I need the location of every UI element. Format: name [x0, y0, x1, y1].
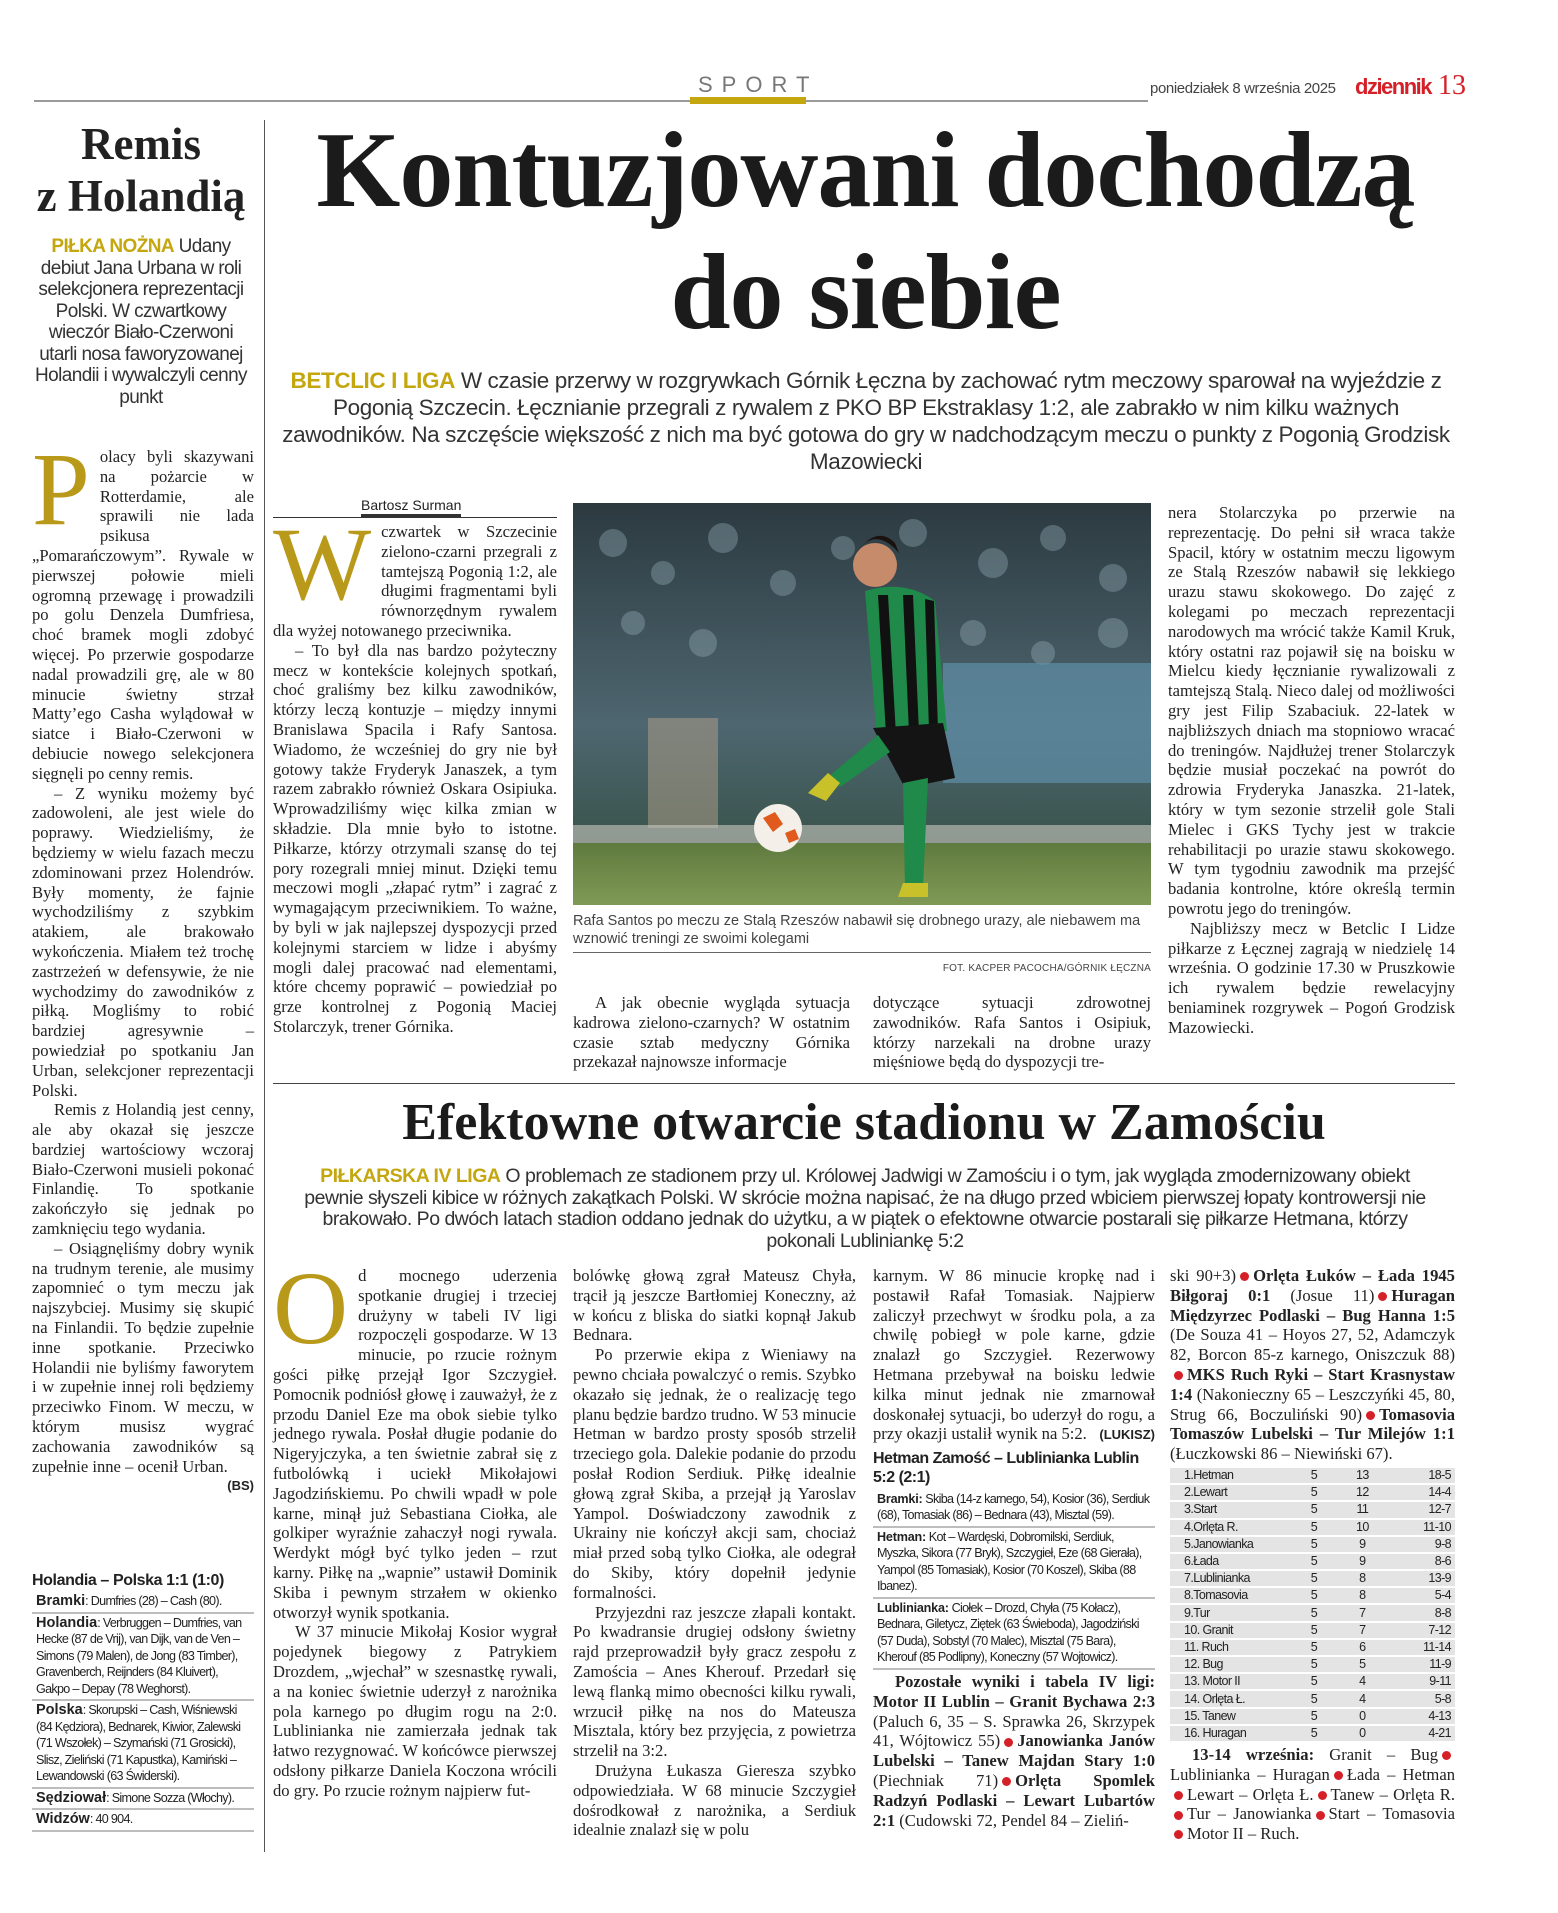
- result-scorers: (Cudowski 72, Pendel 84 – Zieliń-: [895, 1810, 1129, 1830]
- points: 7: [1338, 1605, 1386, 1620]
- fixture: Motor II – Ruch.: [1187, 1824, 1300, 1844]
- team-name: 7.Lublinianka: [1170, 1571, 1290, 1586]
- paragraph: nera Stolarczyka po przerwie na reprezentację. Do pełni sił wraca także Spacil, który w ostatnim meczu ligowym ze Stalą Rzeszów nabawił się lekkiego urazu stawu skokowego. Do zajęć z kolegami po meczach reprezentacji narodowych ma wrócić także Kamil Kruk, który ostatni raz pojawił się na boisku w Mielcu kiedy łęcznianie rywalizowali z tamtejszą Stalą. Nieco dalej od możliwości gry jest Filip Szabaciuk. 22-latek w najbliższych dniach ma stopniowo wracać do treningów. Najdłużej trener Stolarczyk będzie musiał poczekać na powrót do zdrowia Fryderyka Janaszka. 21-latek, który w tym sezonie strzelił gole Stali Mielec i GKS Tychy jest w trakcie rehabilitacji po urazie stawu skokowego. W tym tygodniu zawodnik ma przejść badania kontrolne, które określą termin powrotu jego do treningów.: [1168, 503, 1455, 918]
- result-teams: Huragan Międzyrzec Podlaski – Bug Hanna 1:5: [1170, 1285, 1455, 1325]
- bullet-dot-icon: [1318, 1791, 1327, 1800]
- entry-label: Widzów: [36, 1811, 90, 1827]
- result-scorers: (Łuczkowski 86 – Niewiński 67).: [1170, 1444, 1393, 1464]
- games-played: 5: [1290, 1502, 1338, 1517]
- page-number: 13: [1438, 70, 1466, 101]
- points: 9: [1338, 1537, 1386, 1552]
- match-title: Hetman Zamość – Lublinianka Lublin 5:2 (2:1): [873, 1449, 1139, 1486]
- paragraph: – Osiągnęliśmy dobry wynik na trudnym terenie, ale musimy zapomnieć o tym meczu jak najszybciej. Musimy się skupić na Finlandii. To będzie zupełnie inne spotkanie. Przeciwko Holandii nie byliśmy faworytem i w zupełnie innej roli będziemy przeciwko Finom. W meczu, w którym musisz wygrać zachowania zawodników są zupełnie inne – ocenił Urban.: [32, 1238, 254, 1476]
- header-rule: [34, 100, 1148, 102]
- entry-label: Lublinianka:: [877, 1600, 949, 1615]
- team-name: 5.Janowianka: [1170, 1537, 1290, 1552]
- main-headline-line2: do siebie: [670, 233, 1061, 352]
- team-name: 11. Ruch: [1170, 1640, 1290, 1655]
- sidebar-headline: [28, 118, 254, 222]
- match-score-box: [873, 1449, 1155, 1670]
- games-played: 5: [1290, 1605, 1338, 1620]
- fixture: Tur – Janowianka: [1187, 1804, 1312, 1824]
- goals: 13-9: [1387, 1571, 1455, 1586]
- other-results: [873, 1672, 1155, 1830]
- table-row: [1170, 1709, 1455, 1724]
- entry-label: Polska: [36, 1702, 83, 1718]
- goals: 11-10: [1387, 1520, 1455, 1535]
- bullet-dot-icon: [1174, 1371, 1183, 1380]
- games-played: 5: [1290, 1537, 1338, 1552]
- points: 5: [1338, 1657, 1386, 1672]
- table-row: [1170, 1726, 1455, 1741]
- paragraph: Drużyna Łukasza Gieresza szybko odpowiedziała. W 68 minucie Szczygieł dośrodkował z narożnika, a Serdiuk idealnie znalazł się w polu: [573, 1760, 856, 1840]
- table-row: [1170, 1605, 1455, 1620]
- bullet-dot-icon: [1004, 1738, 1013, 1747]
- fixture: Granit – Bug: [1329, 1744, 1438, 1764]
- entry-label: Sędziował: [36, 1789, 107, 1806]
- goals: 5-8: [1387, 1691, 1455, 1706]
- paragraph: czwartek w Szczecinie zielono-czarni przegrali z tamtejszą Pogonią 1:2, ale długimi fragmentami byli równorzędnym rywalem dla wyżej notowanego przeciwnika.: [273, 522, 557, 640]
- paragraph: karnym. W 86 minucie kropkę nad i postawił Rafał Tomasiak. Najpierw zaliczył przechwyt w środku pola, a za chwilę pobiegł w pole karne, gdzie znalazł go Szczygieł. Rezerwowy Hetmana przebywał na boisku ledwie kilka minut jednak nie zmarnował doskonałej sytuacji, bo uderzył do rogu, a przy okazji ustalił wynik na 5:2.: [873, 1266, 1155, 1444]
- article-column-1: [273, 507, 557, 1037]
- bullet-dot-icon: [1334, 1771, 1343, 1780]
- main-headline: [273, 110, 1458, 354]
- goals: 7-12: [1387, 1623, 1455, 1638]
- fixtures: [1170, 1745, 1455, 1844]
- entry-label: Hetman:: [877, 1529, 926, 1544]
- table-row: [1170, 1674, 1455, 1689]
- games-played: 5: [1290, 1691, 1338, 1706]
- table-row: [1170, 1502, 1455, 1517]
- article-column-2b: [873, 993, 1151, 1072]
- article2-column-2: [573, 1266, 856, 1840]
- team-name: 16. Huragan: [1170, 1726, 1290, 1741]
- result-teams: Orlęta Łuków – Łada 1945 Biłgoraj 0:1: [1170, 1266, 1455, 1305]
- team-name: 4.Orlęta R.: [1170, 1520, 1290, 1535]
- score-entry: [873, 1528, 1155, 1599]
- article-deck: [280, 367, 1452, 475]
- points: 12: [1338, 1485, 1386, 1500]
- article2-column-1: [273, 1251, 557, 1801]
- games-played: 5: [1290, 1485, 1338, 1500]
- fixture: Lublinianka – Huragan: [1170, 1764, 1330, 1784]
- paragraph: Najbliższy mecz w Betclic I Lidze piłkarze z Łęcznej zagrają w niedzielę 14 września. O godzinie 17.30 w Pruszkowie ich rywalem będzie rewelacyjny beniaminek rozgrywek – Pogoń Grodzisk Mazowiecki.: [1168, 918, 1455, 1037]
- team-name: 1.Hetman: [1170, 1468, 1290, 1483]
- bullet-dot-icon: [1174, 1830, 1183, 1839]
- games-played: 5: [1290, 1623, 1338, 1638]
- team-name: 8.Tomasovia: [1170, 1588, 1290, 1603]
- second-headline: Efektowne otwarcie stadionu w Zamościu: [402, 1094, 1326, 1151]
- team-name: 2.Lewart: [1170, 1485, 1290, 1500]
- section-accent-bar: [690, 97, 806, 104]
- entry-text: Skiba (14-z karnego, 54), Kosior (36), Serdiuk (68), Tomasiak (86) – Bednara (43), Misztal (59).: [877, 1491, 1150, 1523]
- goals: 5-4: [1387, 1588, 1455, 1603]
- points: 13: [1338, 1468, 1386, 1483]
- paragraph: W 37 minucie Mikołaj Kosior wygrał pojedynek biegowy z Patrykiem Drozdem, „wjechał” w szesnastkę rywali, a na koniec świetnie uderzył z narożnika pola karnego po długim rogu na 2:0. Lublinianka nie zamierzała jednak tak łatwo rezygnować. W końcówce pierwszej odsłony piłkarze Daniela Koczona wrócili do gry. Po rzucie rożnym najpierw fut-: [273, 1622, 557, 1800]
- points: 11: [1338, 1502, 1386, 1517]
- games-played: 5: [1290, 1571, 1338, 1586]
- entry-text: Kot – Wardęski, Dobromilski, Serdiuk, Myszka, Sikora (77 Bryk), Szczygieł, Eze (68 Gierała), Yampol (85 Tomasiak), Kosior (70 Koszel), Skiba (88 Ibanez).: [877, 1529, 1142, 1594]
- games-played: 5: [1290, 1674, 1338, 1689]
- team-name: 14. Orlęta Ł.: [1170, 1691, 1290, 1706]
- bullet-dot-icon: [1316, 1811, 1325, 1820]
- games-played: 5: [1290, 1520, 1338, 1535]
- column-divider: [264, 120, 265, 1852]
- table-row: [1170, 1640, 1455, 1655]
- match-info-entry: [32, 1810, 254, 1832]
- result-scorers: (Nakonieczny 65 – Leszczyńki 45, 80, Strug 66, Boczuliński 90): [1170, 1384, 1455, 1424]
- table-row: [1170, 1485, 1455, 1500]
- goals: 18-5: [1387, 1468, 1455, 1483]
- article-deck-text: W czasie przerwy w rozgrywkach Górnik Łęczna by zachować rytm meczowy sparował na wyjeździe z Pogonią Szczecin. Łęcznianie przegrali z rywalem z PKO BP Ekstraklasy 1:2, ale zabrakło w nim kilku ważnych zawodników. Na szczęście większość z nich ma być gotowa do gry w nadchodzącym meczu o punkty z Pogonią Grodzisk Mazowiecki: [282, 368, 1450, 474]
- points: 4: [1338, 1691, 1386, 1706]
- photo-credit: FOT. KACPER PACOCHA/GÓRNIK ŁĘCZNA: [942, 963, 1151, 974]
- match-info-entry: [32, 1614, 254, 1702]
- second-kicker: PIŁKARSKA IV LIGA: [320, 1165, 501, 1187]
- match-title: Holandia – Polska 1:1 (1:0): [32, 1572, 224, 1589]
- result-scorers: (De Souza 41 – Hoyos 27, 52, Adamczyk 82, Borcon 85-z karnego, Oniszczuk 88): [1170, 1325, 1455, 1365]
- paragraph: – Z wyniku możemy być zadowoleni, ale jest wiele do poprawy. Wiedzieliśmy, że będziemy w wielu fazach meczu zdominowani przez Holendrów. Były momenty, że fajnie wychodziliśmy z szybkim atakiem, ale brakowało wykończenia. Miałem też trochę zastrzeżeń w defensywie, że nie wychodzimy do zawodników z piłką. Mogliśmy to robić bardziej agresywnie – powiedział po spotkaniu Jan Urban, selekcjoner reprezentacji Polski.: [32, 783, 254, 1100]
- result-teams: Motor II Lublin – Granit Bychawa 2:3: [873, 1691, 1155, 1711]
- article-divider: [273, 1083, 1455, 1084]
- points: 9: [1338, 1554, 1386, 1569]
- photo-caption: Rafa Santos po meczu ze Stalą Rzeszów nabawił się drobnego urazy, ale niebawem ma wznowić treningi ze swoimi kolegami: [573, 912, 1151, 953]
- section-label: SPORT: [698, 72, 819, 97]
- football-player-photo: [573, 503, 1151, 905]
- table-row: [1170, 1468, 1455, 1483]
- entry-label: Bramki: [36, 1593, 86, 1609]
- table-row: [1170, 1623, 1455, 1638]
- entry-text: : Simone Sozza (Włochy).: [106, 1790, 235, 1805]
- games-played: 5: [1290, 1588, 1338, 1603]
- fixture: Lewart – Orlęta Ł.: [1187, 1784, 1314, 1804]
- table-row: [1170, 1520, 1455, 1535]
- score-entry: [873, 1599, 1155, 1670]
- table-row: [1170, 1691, 1455, 1706]
- result-teams: MKS Ruch Ryki – Start Krasnystaw 1:4: [1170, 1364, 1455, 1404]
- points: 6: [1338, 1640, 1386, 1655]
- team-name: 3.Start: [1170, 1502, 1290, 1517]
- games-played: 5: [1290, 1554, 1338, 1569]
- table-row: [1170, 1554, 1455, 1569]
- fixture: Tanew – Orlęta R.: [1330, 1784, 1455, 1804]
- results-label: Pozostałe wyniki i tabela IV ligi:: [895, 1671, 1155, 1691]
- second-deck: [290, 1166, 1440, 1252]
- bullet-dot-icon: [1002, 1777, 1011, 1786]
- sidebar-body: [32, 432, 254, 1496]
- sidebar-kicker: PIŁKA NOŻNA: [51, 236, 174, 257]
- goals: 11-9: [1387, 1657, 1455, 1672]
- fixture: Łada – Hetman: [1346, 1764, 1455, 1784]
- bullet-dot-icon: [1378, 1292, 1387, 1301]
- entry-text: : Dumfries (28) – Cash (80).: [85, 1594, 222, 1608]
- bullet-dot-icon: [1240, 1272, 1249, 1281]
- bullet-dot-icon: [1174, 1811, 1183, 1820]
- article-column-3: [1168, 503, 1455, 1038]
- article-kicker: BETCLIC I LIGA: [290, 368, 455, 393]
- entry-text: : Verbruggen – Dumfries, van Hecke (87 de Vrij), van Dijk, van de Ven – Simons (79 Malen), de Jong (83 Timber), Gravenberch, Reijnders (84 Kluivert), Gakpo – Depay (78 Weghorst).: [36, 1615, 242, 1696]
- dropcap: P: [32, 432, 90, 547]
- table-row: [1170, 1657, 1455, 1672]
- team-name: 9.Tur: [1170, 1605, 1290, 1620]
- points: 10: [1338, 1520, 1386, 1535]
- games-played: 5: [1290, 1726, 1338, 1741]
- fixture: Start – Tomasovia: [1328, 1804, 1455, 1824]
- goals: 8-6: [1387, 1554, 1455, 1569]
- paragraph: A jak obecnie wygląda sytuacja kadrowa zielono-czarnych? W ostatnim czasie sztab medyczny Górnika przekazał najnowsze informacje: [573, 993, 850, 1072]
- bullet-dot-icon: [1442, 1751, 1451, 1760]
- article-photo: [573, 503, 1151, 905]
- dropcap: W: [273, 507, 372, 622]
- games-played: 5: [1290, 1709, 1338, 1724]
- table-row: [1170, 1571, 1455, 1586]
- result-teams: Janowianka Janów Lubelski – Tanew Majdan Stary 1:0: [873, 1731, 1155, 1771]
- team-name: 6.Łada: [1170, 1554, 1290, 1569]
- entry-text: : Skorupski – Cash, Wiśniewski (84 Kędziora), Bednarek, Kiwior, Zalewski (71 Wszołek) – Szymański (71 Grosicki), Slisz, Zieliński (71 Kapustka), Kamiński – Lewandowski (63 Świderski).: [36, 1703, 241, 1783]
- points: 0: [1338, 1709, 1386, 1724]
- entry-text: Ciołek – Drozd, Chyła (75 Kołacz), Bednara, Giletycz, Ziętek (63 Świeboda), Jagodziński (57 Duda), Sobstyl (70 Malec), Misztal (75 Bara), Kherouf (85 Podlipny), Koneczny (57 Wojtowicz).: [877, 1600, 1139, 1665]
- fixtures-label: 13-14 września:: [1192, 1744, 1315, 1764]
- team-name: 12. Bug: [1170, 1657, 1290, 1672]
- paragraph: bolówkę głową zgrał Mateusz Chyła, trącił ją jeszcze Bartłomiej Koneczny, aż w końcu z bliska do siatki kopnął Jakub Bednara.: [573, 1266, 856, 1345]
- paragraph: – To był dla nas bardzo pożyteczny mecz w kontekście kolejnych spotkań, choć graliśmy bez kilku zawodników, którzy leczą kontuzje – między innymi Branislawa Spacila i Rafy Santosa. Wiadomo, że wcześniej do gry nie był gotowy także Fryderyk Janaszek, a tym razem zabrakło również Oskara Osipiuka. Wprowadziliśmy więc kilka zmian w składzie. Dla mnie było to istotne. Piłkarze, którzy otrzymali szansę do tej pory rozegrali mniej minut. Dzięki temu meczowi mogli „złapać rytm” i zagrać z wymagającym przeciwnikiem. To ważne, by byli w jak najlepszej dyspozycji przed kolejnymi starciem w lidze i abyśmy mogli dalej pracować nad elementami, które chcemy poprawić – powiedział po grze kontrolnej z Pogonią Maciej Stolarczyk, trener Górnika.: [273, 640, 557, 1036]
- paragraph: dotyczące sytuacji zdrowotnej zawodników. Rafa Santos i Osipiuk, którzy narzekali na drobne urazy mięśniowe będą do dyspozycji tre-: [873, 993, 1151, 1072]
- result-teams: Orlęta Spomlek Radzyń Podlaski – Lewart Lubartów 2:1: [873, 1770, 1156, 1830]
- sidebar-headline-line1: Remis: [81, 119, 201, 169]
- goals: 4-13: [1387, 1709, 1455, 1724]
- points: 8: [1338, 1571, 1386, 1586]
- sidebar-deck-text: Udany debiut Jana Urbana w roli selekcjonera reprezentacji Polski. W czwartkowy wieczór Biało-Czerwoni utarli nosa faworyzowanej Holandii i wywalczyli cenny punkt: [35, 236, 247, 408]
- result-scorers: (Piechniak 71): [873, 1770, 999, 1790]
- points: 8: [1338, 1588, 1386, 1603]
- match-info-entry: [32, 1592, 254, 1614]
- match-info-entry: [32, 1701, 254, 1789]
- league-table: [1170, 1466, 1455, 1743]
- other-results-continued: [1170, 1266, 1455, 1464]
- team-name: 10. Granit: [1170, 1623, 1290, 1638]
- goals: 9-8: [1387, 1537, 1455, 1552]
- score-entry: [873, 1490, 1155, 1528]
- paragraph: Remis z Holandią jest cenny, ale aby okazał się jeszcze bardziej wartościowy wczoraj Biało-Czerwoni musieli pokonać Finlandię. To spotkanie zakończyło się jednak po zamknięciu tego wydania.: [32, 1100, 254, 1239]
- author-name: Bartosz Surman: [361, 497, 461, 517]
- entry-text: : 40 904.: [89, 1812, 133, 1826]
- sidebar-deck: [32, 236, 250, 408]
- goals: 4-21: [1387, 1726, 1455, 1741]
- bullet-dot-icon: [1174, 1791, 1183, 1800]
- article2-column-4: [1170, 1266, 1455, 1844]
- result-scorers: (Josue 11): [1270, 1285, 1375, 1305]
- result-scorers: (Paluch 6, 35 – S. Sprawka 26, Skrzypek 41, Wójtowicz 55): [873, 1711, 1155, 1751]
- dropcap: O: [273, 1251, 349, 1366]
- goals: 12-7: [1387, 1502, 1455, 1517]
- paragraph: Przyjezdni raz jeszcze złapali kontakt. Po kwadransie drugiej odsłony świetny rajd przeprowadził były gracz zespołu z Zamościa – Anes Kherouf. Przedarł się lewą flanką mimo obecności kilku rywali, wrzucił piłkę na nos do Mateusza Misztala, który bez przyjęcia, z powietrza strzelił na 3:2.: [573, 1602, 856, 1761]
- paragraph: d mocnego uderzenia spotkanie drugiej i trzeciej drużyny w tabeli IV ligi rozpoczęli gospodarze. W 13 minucie, po rzucie rożnym gości piłkę przejął Igor Szczygieł. Pomocnik podniósł głowę i zauważył, że z przodu Daniel Eze ma obok siebie tylko jednego rywala. Posłał długie podanie do Nigeryjczyka, a ten świetnie zabrał się z futbolówką i uciekł Mikołajowi Jagodzińskiemu. Po chwili wpadł w pole karne, minął już Sebastiana Ciołka, ale golkiper wyraźnie zahaczył nogi rywala. Werdykt mógł być tylko jeden – rzut karny. Piłkę na „wapnie” ustawił Dominik Skiba i pewnym strzałem w okienko otworzył wynik spotkania.: [273, 1266, 557, 1622]
- table-row: [1170, 1537, 1455, 1552]
- result-continuation: ski 90+3): [1170, 1266, 1237, 1285]
- goals: 11-14: [1387, 1640, 1455, 1655]
- goals: 9-11: [1387, 1674, 1455, 1689]
- result-teams: Tomasovia Tomaszów Lubelski – Tur Milejów 1:1: [1170, 1404, 1455, 1444]
- newspaper-logo: dziennik: [1355, 74, 1432, 99]
- team-name: 13. Motor II: [1170, 1674, 1290, 1689]
- article2-column-3: [873, 1266, 1155, 1830]
- second-deck-text: O problemach ze stadionem przy ul. Królowej Jadwigi w Zamościu i o tym, jak wygląda zmodernizowany obiekt pewnie słyszeli kibice w różnych zakątkach Polski. W skrócie można napisać, że na długo przed wbiciem pierwszej łopaty kontrowersji nie brakowało. Po dwóch latach stadion oddano jednak do użytku, a w piątek o efektowne otwarcie postarali się piłkarze Hetmana, którzy pokonali Lubliniankę 5:2: [304, 1165, 1426, 1252]
- games-played: 5: [1290, 1640, 1338, 1655]
- sidebar-headline-line2: z Holandią: [36, 171, 246, 221]
- issue-date: poniedziałek 8 września 2025: [1150, 80, 1336, 97]
- table-row: [1170, 1588, 1455, 1603]
- games-played: 5: [1290, 1657, 1338, 1672]
- points: 7: [1338, 1623, 1386, 1638]
- games-played: 5: [1290, 1468, 1338, 1483]
- entry-label: Bramki:: [877, 1491, 923, 1506]
- entry-label: Holandia: [36, 1614, 98, 1631]
- paragraph: Po przerwie ekipa z Wieniawy na pewno chciała powalczyć o remis. Szybko okazało się jednak, że o realizację tego planu będzie bardzo trudno. W 53 minucie Hetman w bardzo prosty sposób strzelił trzeciego gola. Dalekie podanie do przodu posłał Rodion Serdiuk. Piłkę idealnie głową zgrał Skiba, a przejął ją Yaroslav Yampol. Doświadczony zawodnik z Ukrainy nie kończył akcji sam, chociaż miał przed sobą tylko Ciołka, ale odegrał do Skiby, który dopełnił jedynie formalności.: [573, 1345, 856, 1602]
- main-headline-line1: Kontuzjowani dochodzą: [316, 111, 1415, 230]
- paragraph: olacy byli skazywani na pożarcie w Rotterdamie, ale sprawili nie lada psikusa „Pomarańczowym”. Rywale w pierwszej połowie mieli ogromną przewagę i prowadzili po golu Denzela Dumfriesa, choć bramek mogli zdobyć więcej. Po przerwie gospodarze nadal prowadzili grę, ale w 80 minucie świetny strzał Matty’ego Casha wylądował w siatce i Biało-Czerwoni w debiucie nowego selekcjonera sięgnęli po cenny remis.: [32, 447, 254, 783]
- goals: 8-8: [1387, 1605, 1455, 1620]
- match-info-box: [32, 1572, 254, 1832]
- article-column-2a: [573, 993, 850, 1072]
- points: 4: [1338, 1674, 1386, 1689]
- match-info-entry: [32, 1789, 254, 1811]
- author-signature: (BS): [227, 1478, 254, 1494]
- team-name: 15. Tanew: [1170, 1709, 1290, 1724]
- points: 0: [1338, 1726, 1386, 1741]
- bullet-dot-icon: [1366, 1411, 1375, 1420]
- author-signature: (LUKISZ): [1099, 1427, 1155, 1443]
- goals: 14-4: [1387, 1485, 1455, 1500]
